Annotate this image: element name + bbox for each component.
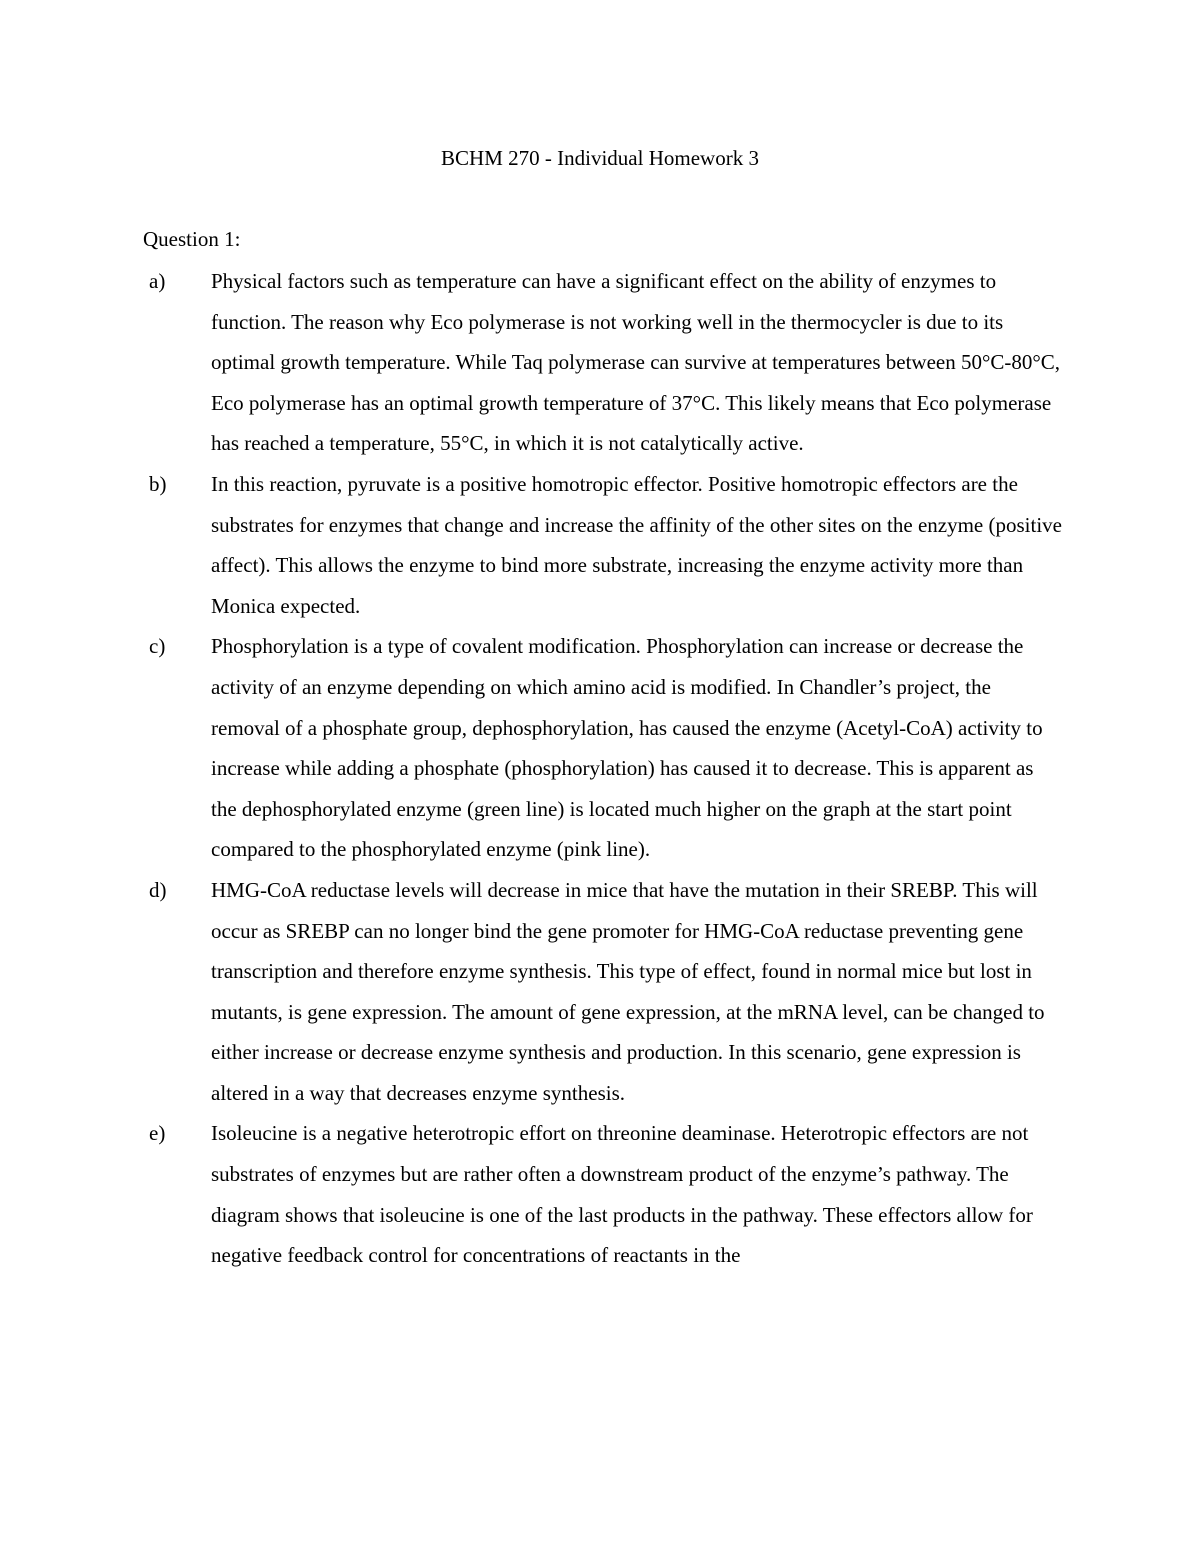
answer-marker: a) [149,269,166,293]
answer-marker: d) [149,877,167,902]
answer-text: Phosphorylation is a type of covalent modification. Phosphorylation can increase or decrease the activity of an enzyme depending on which amino acid is modified. In Chandler’s project, the removal of a phosphate group, dephosphorylation, has caused the enzyme (Acetyl-CoA) activity to increase while adding a phosphate (phosphorylation) has caused it to decrease. This is apparent as the dephosphorylated enzyme (green line) is located much higher on the graph at the start point compared to the phosphorylated enzyme (pink line). [211,634,1043,862]
answer-marker: b) [149,471,167,496]
answer-marker: e) [149,1121,166,1146]
answer-text: HMG-CoA reductase levels will decrease in mice that have the mutation in their SREBP. This will occur as SREBP can no longer bind the gene promoter for HMG-CoA reductase preventing gene transcription and therefore enzyme synthesis. This type of effect, found in normal mice but lost in mutants, is gene expression. The amount of gene expression, at the mRNA level, can be changed to either increase or decrease enzyme synthesis and production. In this scenario, gene expression is altered in a way that decreases enzyme synthesis. [211,877,1045,1105]
answer-item-c [143,626,1063,870]
answer-text: In this reaction, pyruvate is a positive homotropic effector. Positive homotropic effectors are the substrates for enzymes that change and increase the affinity of the other sites on the enzyme (positive affect). This allows the enzyme to bind more substrate, increasing the enzyme activity more than Monica expected. [211,471,1062,618]
answer-item-b [143,464,1063,626]
answer-item-d [143,870,1063,1114]
document-title: BCHM 270 - Individual Homework 3 [441,146,759,170]
answer-list [143,261,1063,1276]
answer-text: Isoleucine is a negative heterotropic effort on threonine deaminase. Heterotropic effectors are not substrates of enzymes but are rather often a downstream product of the enzyme’s pathway. The diagram shows that isoleucine is one of the last products in the pathway. These effectors allow for negative feedback control for concentrations of reactants in the [211,1121,1033,1268]
answer-item-e [143,1113,1063,1275]
answer-item-a [143,261,1063,464]
answer-marker: c) [149,634,166,659]
question-heading: Question 1: [143,227,241,251]
answer-text: Physical factors such as temperature can have a significant effect on the ability of enzymes to function. The reason why Eco polymerase is not working well in the thermocycler is due to its optimal growth temperature. While Taq polymerase can survive at temperatures between 50°C-80°C, Eco polymerase has an optimal growth temperature of 37°C. This likely means that Eco polymerase has reached a temperature, 55°C, in which it is not catalytically active. [211,269,1061,456]
